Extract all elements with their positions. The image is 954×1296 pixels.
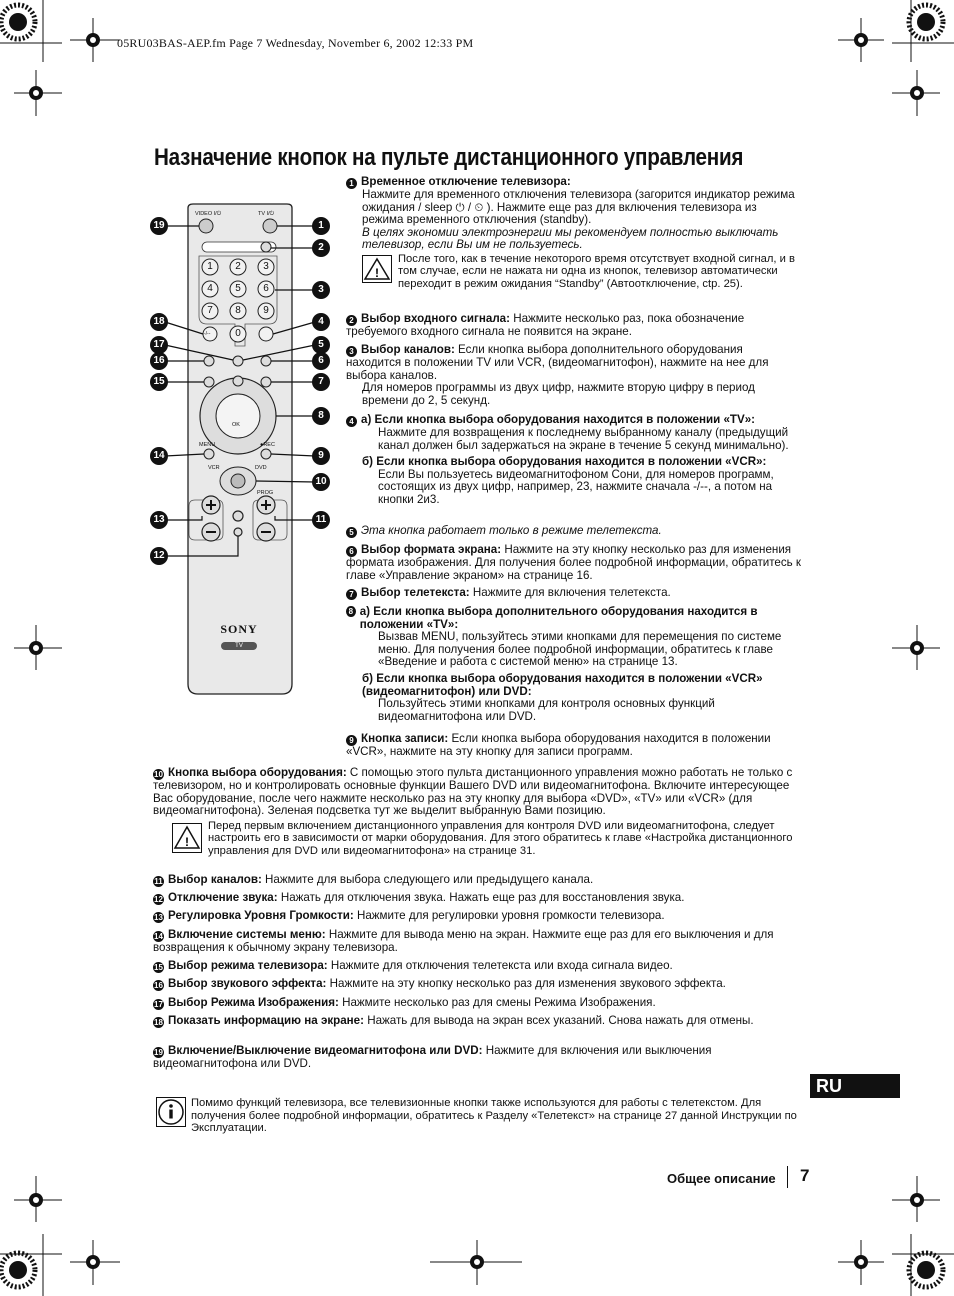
digit-0: 0 [235,328,241,339]
callout-4: 4 [312,313,330,331]
digit-4: 4 [207,283,213,294]
item-6 [346,544,801,582]
item-19-text: Нажмите для включения или выключения видеомагнитофона или DVD. [153,1044,712,1070]
item-11-label: Выбор каналов: [168,873,262,886]
item-13-text: Нажмите для регулировки уровня громкости телевизора. [353,909,665,922]
item-7-text: Нажмите для включения телетекста. [469,586,671,599]
callout-8: 8 [312,407,330,425]
item-15-number: 15 [154,963,163,972]
item-6-number: 6 [346,546,357,557]
digit-8: 8 [235,305,241,316]
callout-9: 9 [312,447,330,465]
page-number: 7 [800,1166,810,1185]
item-14 [153,929,801,955]
info-note: Помимо функций телевизора, все телевизионные кнопки также используются для работы с телетекстом. Для получения более подробной информации, обратитесь к Разделу «Телетекст» на странице 27 данной Инструкции по Эксплуатации. [191,1097,797,1134]
item-17 [153,997,801,1010]
item-18-text: Нажать для вывода на экран всех указаний. Снова нажать для отмены. [364,1014,754,1027]
callout-13: 13 [150,511,168,529]
footer-section: Общее описание [667,1171,776,1186]
prog-label: PROG [257,490,274,496]
item-14-text: Нажмите для вывода меню на экран. Нажмите еще раз для его выключения и для возвращения к обычному экрану телевизора. [153,928,774,954]
page-title: Назначение кнопок на пульте дистанционного управления [154,144,744,171]
item-7-label: Выбор телетекста: [361,586,470,599]
callout-5: 5 [312,336,330,354]
item-11-number: 11 [154,877,163,886]
item-16-label: Выбор звукового эффекта: [168,977,327,990]
item-5-number: 5 [346,527,357,538]
item-1 [346,176,801,290]
callout-10: 10 [312,473,330,491]
callout-7: 7 [312,373,330,391]
menu-label: MENU [199,442,216,448]
item-12 [153,892,801,905]
callout-3: 3 [312,281,330,299]
item-17-text: Нажмите несколько раз для смены Режима Изображения. [338,996,656,1009]
item-4 [346,414,801,507]
item-19-label: Включение/Выключение видеомагнитофона или DVD: [168,1044,483,1057]
callout-17: 17 [150,336,168,354]
item-12-text: Нажать для отключения звука. Нажать еще раз для восстановления звука. [277,891,685,904]
item-10 [153,767,801,857]
callout-14: 14 [150,447,168,465]
item-4-a-text: Нажмите для возвращения к последнему выбранному каналу (предыдущий канал должен был задержаться на экране в течение 5 секунд минимально). [378,426,789,452]
item-2-label: Выбор входного сигнала: [361,312,510,325]
item-3-text: Если кнопка выбора дополнительного оборудования находится в положении TV или VCR, (видеомагнитофон), нажмите на нее для выбора каналов. [346,343,769,382]
item-13-number: 13 [154,913,163,922]
svg-text:!: ! [185,834,189,849]
remote-illustration [145,200,345,700]
callout-11: 11 [312,511,330,529]
item-12-label: Отключение звука: [168,891,278,904]
item-1-number: 1 [346,178,357,189]
item-6-label: Выбор формата экрана: [361,543,502,556]
ok-label: OK [232,422,240,428]
item-7-number: 7 [346,589,357,600]
item-18-label: Показать информацию на экране: [168,1014,364,1027]
item-1-label: Временное отключение телевизора: [361,175,571,188]
callout-18: 18 [150,313,168,331]
item-1-text: Нажмите для временного отключения телевизора (загорится индикатор режима ожидания / sleep ⏻ / ⏲ ). Нажмите еще раз для включения телевизора из режима временного отключения (standby). [362,188,795,227]
item-6-text: Нажмите на эту кнопку несколько раз для изменения формата изображения. Для получения более подробной информации, обратитесь к главе «Управление экраном» на странице 16. [346,543,801,582]
language-tab: RU [810,1074,900,1098]
item-11 [153,874,801,887]
item-12-number: 12 [154,895,163,904]
item-10-warning: Перед первым включением дистанционного управления для контроля DVD или видеомагнитофона, следует настроить его в зависимости от марки оборудования. Для этого обратитесь к главе «Настройка дистанционного управления для DVD или видеомагнитофона» на странице 31. [208,819,793,857]
svg-text:!: ! [375,265,379,280]
item-7 [346,587,801,600]
item-1-note: В целях экономии электроэнергии мы рекомендуем полностью выключать телевизор, если Вы им не пользуетесь. [362,225,779,252]
item-9-text: Если кнопка выбора оборудования находится в положении «VCR», нажмите на эту кнопку для записи программ. [346,732,771,758]
rec-label: ●REC [260,442,275,448]
callout-12: 12 [150,547,168,565]
digit-1: 1 [207,261,213,272]
warning-icon [172,823,202,853]
item-19-number: 19 [154,1048,163,1057]
dash-label: -/-- [204,331,211,337]
item-16 [153,978,801,991]
digit-7: 7 [207,305,213,316]
item-4-a-label: а) Если кнопка выбора оборудования находится в положении «TV»: [361,413,756,426]
item-5-text: Эта кнопка работает только в режиме телетекста. [361,524,662,537]
item-14-label: Включение системы меню: [168,928,326,941]
item-17-number: 17 [154,1000,163,1009]
callout-15: 15 [150,373,168,391]
item-2-number: 2 [346,315,357,326]
dvd-label: DVD [255,465,267,471]
item-13-label: Регулировка Уровня Громкости: [168,909,354,922]
item-3 [346,344,801,407]
digit-9: 9 [263,305,269,316]
item-2-text: Нажмите несколько раз, пока обозначение требуемого входного сигнала не появится на экране. [346,312,745,338]
item-16-number: 16 [154,981,163,990]
item-1-warning: После того, как в течение некоторого время отсутствует входной сигнал, и в том случае, если не нажата ни одна из кнопок, телевизор автоматически переходит в режим ожидания “Standby” (Автоотключение, ctp. 25). [398,252,795,290]
callout-19: 19 [150,217,168,235]
item-3-number: 3 [346,346,357,357]
item-8-a-text: Вызвав MENU, пользуйтесь этими кнопками для перемещения по системе меню. Для получения более подробной информации, обратитесь к главе «Введение и работа с системой меню» на странице 13. [378,630,782,669]
item-3-text-2: Для номеров программы из двух цифр, нажмите вторую цифру в период времени до 2, 5 секунд. [362,381,755,407]
item-18-number: 18 [154,1018,163,1027]
tv-power-label: TV I/⏻ [258,211,274,217]
item-15 [153,960,801,973]
item-15-label: Выбор режима телевизора: [168,959,328,972]
item-18 [153,1015,801,1028]
item-4-b-label: б) Если кнопка выбора оборудования находится в положении «VCR»: [362,455,767,469]
digit-3: 3 [263,261,269,272]
item-2 [346,313,801,339]
warning-icon [362,255,392,283]
callout-2: 2 [312,239,330,257]
item-9-number: 9 [346,735,357,746]
footer-divider [787,1166,788,1188]
item-10-number: 10 [154,770,163,779]
item-16-text: Нажмите на эту кнопку несколько раз для изменения звукового эффекта. [326,977,726,990]
item-8-b-text: Пользуйтесь этими кнопками для контроля основных функций видеомагнитофона или DVD. [378,697,715,723]
item-11-text: Нажмите для выбора следующего или предыдущего канала. [261,873,594,886]
info-icon [156,1097,186,1127]
item-5 [346,525,801,538]
digit-6: 6 [263,283,269,294]
digit-2: 2 [235,261,241,272]
item-9-label: Кнопка записи: [361,732,449,745]
item-4-b-text: Если Вы пользуетесь видеомагнитофоном Сони, для номеров программ, состоящих из двух цифр, например, 23, нажмите сначала -/--, а потом на кнопки 2и3. [378,467,774,506]
file-info-header: 05RU03BAS-AEP.fm Page 7 Wednesday, November 6, 2002 12:33 PM [117,36,474,50]
item-8-b-label: б) Если кнопка выбора оборудования находится в положении «VCR» (видеомагнитофон) или DVD: [362,671,763,698]
item-19 [153,1045,801,1071]
item-13 [153,910,801,923]
tv-badge: TV [235,643,243,649]
item-8 [346,606,801,723]
callout-16: 16 [150,352,168,370]
brand-logo: SONY [220,622,258,636]
item-3-label: Выбор каналов: [361,343,455,356]
item-14-number: 14 [154,932,163,941]
item-8-number: 8 [346,606,356,617]
video-power-label: VIDEO I/⏻ [195,211,222,217]
item-10-text: С помощью этого пульта дистанционного управления можно работать не только с телевизором, но и контролировать основные функции Вашего DVD или видеомагнитофона. Включите интересующее Вас оборудование, после чего нажмите несколько раз на эту кнопку для выбора «DVD», «TV» или «VCR» (для видеомагнитофона). Зеленая подсветка тут же выделит выбранную Вами позицию. [153,766,793,818]
callout-1: 1 [312,217,330,235]
item-17-label: Выбор Режима Изображения: [168,996,339,1009]
item-8-a-label: а) Если кнопка выбора дополнительного оборудования находится в положении «TV»: [359,605,758,631]
callout-6: 6 [312,352,330,370]
item-9 [346,733,801,759]
item-4-number: 4 [346,416,357,427]
digit-5: 5 [235,283,241,294]
vcr-label: VCR [208,465,220,471]
item-10-label: Кнопка выбора оборудования: [168,766,347,779]
item-15-text: Нажмите для отключения телетекста или входа сигнала видео. [327,959,673,972]
